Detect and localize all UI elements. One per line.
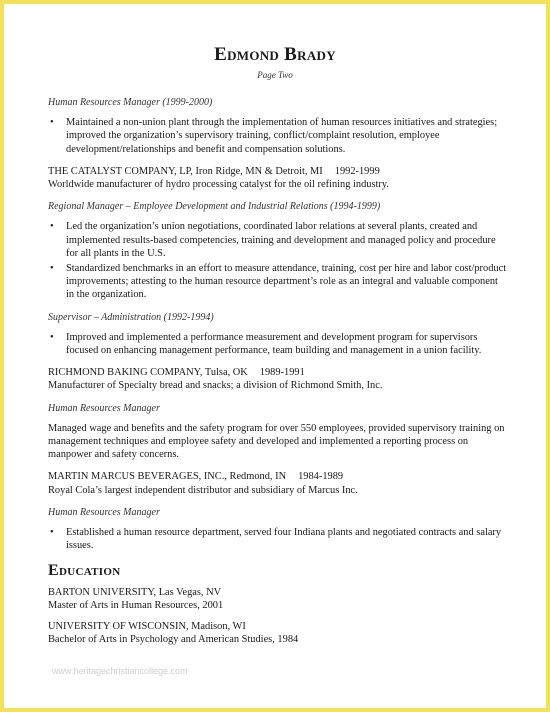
- watermark-text: www.heritagechristiancollege.com: [52, 666, 188, 676]
- company-name: THE CATALYST COMPANY, LP, Iron Ridge, MN & Detroit, MI: [48, 165, 323, 177]
- bullet-list: [48, 220, 508, 301]
- job-title: Human Resources Manager: [48, 506, 160, 518]
- bullet-text: Established a human resource department, served four Indiana plants and negotiated contracts and salary issues.: [66, 527, 502, 552]
- job-description: Managed wage and benefits and the safety program for over 550 employees, provided supervisory training on management techniques and employee safety and developed and implemented a reporting process on manpower and safety concerns.: [48, 422, 505, 461]
- experience-section: [48, 96, 508, 655]
- bullet-list: [48, 331, 508, 357]
- list-item: [48, 116, 508, 156]
- list-item: [48, 526, 508, 552]
- degree-name: Bachelor of Arts in Psychology and American Studies, 1984: [48, 634, 299, 646]
- job-title: Human Resources Manager (1999-2000): [48, 97, 213, 108]
- company-block: [48, 366, 508, 392]
- bullet-text: Maintained a non-union plant through the implementation of human resources initiatives and strategies; improved the organization’s supervisory training, conflict/complaint resolution, employee development/relationships and benefit and compensation solutions.: [66, 117, 498, 155]
- list-item: [48, 262, 508, 302]
- bullet-icon: •: [50, 263, 54, 275]
- employment-dates: 1984-1989: [298, 471, 344, 483]
- company-description: Royal Cola’s largest independent distributor and subsidiary of Marcus Inc.: [48, 484, 358, 496]
- bullet-list: [48, 116, 508, 156]
- education-entry: [48, 586, 508, 612]
- bullet-text: Standardized benchmarks in an effort to measure attendance, training, cost per hire and labor cost/product improvements; attesting to the human resource department’s role as an integral and valuable component in the organization.: [66, 263, 507, 301]
- bullet-icon: •: [50, 527, 54, 539]
- employment-dates: 1992-1999: [334, 165, 380, 177]
- resume-header: [4, 44, 546, 80]
- education-heading: Education: [48, 562, 121, 580]
- job-title: Regional Manager – Employee Development and Industrial Relations (1994-1999): [48, 201, 381, 213]
- bullet-text: Led the organization’s union negotiations, coordinated labor relations at several plants, created and implemented results-based competencies, training and development and managed policy and procedure for all plants in the U.S.: [66, 221, 496, 259]
- candidate-name: Edmond Brady: [214, 44, 336, 65]
- school-name: BARTON UNIVERSITY, Las Vegas, NV: [48, 586, 222, 598]
- company-description: Worldwide manufacturer of hydro processing catalyst for the oil refining industry.: [48, 179, 389, 191]
- resume-page: [4, 4, 546, 708]
- company-block: [48, 165, 508, 191]
- company-block: [48, 470, 508, 496]
- education-entry: [48, 620, 508, 646]
- bullet-icon: •: [50, 117, 54, 129]
- degree-name: Master of Arts in Human Resources, 2001: [48, 599, 224, 611]
- bullet-text: Improved and implemented a performance measurement and development program for supervisors focused on enhancing management performance, team building and management in a union facility.: [66, 331, 482, 357]
- employment-dates: 1989-1991: [259, 367, 305, 379]
- school-name: UNIVERSITY OF WISCONSIN, Madison, WI: [48, 621, 246, 633]
- company-name: RICHMOND BAKING COMPANY, Tulsa, OK: [48, 367, 248, 379]
- list-item: [48, 220, 508, 260]
- job-title: Supervisor – Administration (1992-1994): [48, 311, 214, 323]
- bullet-icon: •: [50, 221, 54, 233]
- company-name: MARTIN MARCUS BEVERAGES, INC., Redmond, IN: [48, 471, 287, 483]
- list-item: [48, 331, 508, 357]
- bullet-list: [48, 526, 508, 552]
- page-number-label: Page Two: [257, 70, 293, 80]
- company-description: Manufacturer of Specialty bread and snacks; a division of Richmond Smith, Inc.: [48, 380, 383, 392]
- job-title: Human Resources Manager: [48, 402, 160, 414]
- bullet-icon: •: [50, 331, 54, 343]
